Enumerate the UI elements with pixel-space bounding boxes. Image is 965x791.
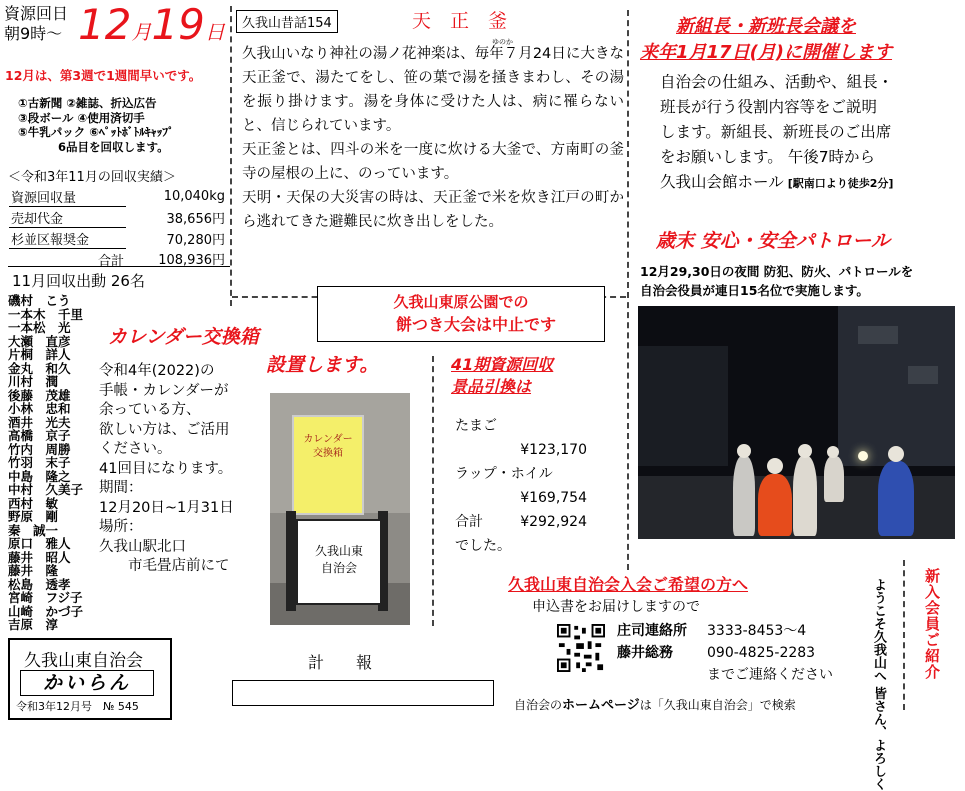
calendar-body [99,362,269,577]
org-name: 久我山東自治会 [24,651,143,671]
results-value: 10,040kg [163,188,225,204]
newsletter-name-frame [20,670,154,696]
patrol-photo [638,306,955,539]
volunteer-name: 一本木 千里 [8,306,84,322]
website-note-pre: 自治会の [514,698,563,712]
mochi-notice [317,286,605,342]
meeting-line: します。新組長、新班長のご出席 [660,123,892,141]
volunteer-name: 酒井 光夫 [8,414,71,430]
volunteer-name: 中村 久美子 [8,482,84,497]
results-row [9,186,227,207]
photo-window [858,326,898,344]
calendar-line: 手帳・カレンダーが [99,382,229,399]
story-ruby: ゆのか [492,38,513,46]
collection-day-line1: 資源回日 [4,4,69,23]
results-table [9,186,227,269]
photo-person-head [737,444,751,458]
volunteer-name: 山崎 かづ子 [8,603,84,619]
volunteer-name: 片桐 詳人 [8,347,71,362]
mochi-line2: 餅つき大会は中止です [395,315,556,334]
collection-day-label [4,4,68,44]
results-value: 70,280円 [166,232,225,248]
prize-list [455,414,605,558]
contact-label: 藤井総務 [617,645,673,661]
calendar-line: 41回目になります。 [99,460,233,477]
contact-row [617,620,833,642]
volunteer-name: 磯村 こう [8,293,71,308]
results-label: 合計 [98,253,125,269]
items-row: ①古新聞 ②雑誌、折込広告 [18,96,157,110]
photo-person-head [798,444,812,458]
website-note-post: は「久我山東自治会」で検索 [639,698,796,712]
volunteer-name: 野原 剛 [8,509,59,524]
prize-value: ¥292,924 [520,514,587,530]
volunteer-name: 吉原 淳 [8,617,59,632]
prize-label: 合計 [455,514,483,530]
story-paragraph: 久我山いなり神社の湯ノ花神楽は、毎年７月24日に大きな天正釜で、湯たてをし、笹の葉で湯を掻きまわし、その湯を振り掛けます。湯を身体に受けた人は、病に罹らないと、信じられています。 [242,46,624,134]
turnout-count: 11月回収出動 26名 [12,272,145,290]
join-line1: 申込書をお届けしますので [532,599,700,615]
issue-number: 令和3年12月号 № 545 [16,700,139,713]
results-divider [8,266,230,267]
photo-person [793,456,817,536]
calendar-line: 市毛畳店前にて [99,558,230,574]
prize-total-row [455,510,605,534]
date-day-unit: 日 [204,20,225,44]
exchange-box [296,519,382,605]
meeting-title-line1: 新組長・新班長会議を [676,16,856,37]
contact-row [617,642,833,664]
story-paragraph: 天明・天保の大災害の時は、天正釜で米を炊き江戸の町から逃れてきた避難民に炊き出しをした。 [242,190,624,230]
patrol-title: 歳末 安心・安全パトロール [656,230,890,252]
calendar-line: 期間： [99,480,143,496]
volunteer-names [8,294,88,632]
volunteer-name: 金丸 和久 [8,360,71,376]
new-members-heading: 新入会員ご紹介 [923,568,941,680]
volunteer-name: 松島 透孝 [8,576,71,592]
photo-person [758,474,792,536]
items-row: ⑤牛乳パック ⑥ﾍﾟｯﾄﾎﾞﾄﾙｷｬｯﾌﾟ [18,125,174,139]
items-row: 6品目を回収します。 [58,139,169,154]
newsletter-title-box [8,638,172,720]
collection-items [18,96,174,154]
meeting-line: 班長が行う役割内容等をご説明 [660,98,878,116]
website-note-homepage: ホームページ [562,698,640,713]
photo-person [824,456,844,502]
join-contacts [617,620,833,686]
calendar-line: 欲しい方は、ご活用 [99,421,230,438]
results-label: 資源回収量 [9,186,126,207]
volunteer-name: 藤井 昭人 [8,549,71,565]
box-frame-left [286,511,296,611]
date-month: 12 [78,0,132,49]
volunteer-name: 後藤 茂雄 [8,387,71,403]
meeting-line: をお願いします。 午後7時から [660,148,876,166]
story-label: 久我山昔話154 [236,10,338,33]
calendar-line: 場所： [99,519,143,535]
middle-column-divider [627,10,629,570]
results-value: 38,656円 [166,211,225,227]
photo-person-head [888,446,904,462]
qr-code-icon [557,624,605,672]
calendar-line: 余っている方、 [99,402,201,418]
results-row [9,207,227,228]
volunteer-name: 一本松 光 [8,320,71,335]
volunteer-name: 宮崎 フジ子 [8,590,83,605]
volunteer-name: 西村 敏 [8,495,59,511]
photo-person-head [767,458,783,474]
website-note [514,694,796,713]
newsletter-name: かいらん [42,672,131,694]
collection-day-line2: 朝9時〜 [4,24,63,43]
contact-label: 庄司連絡所 [617,623,687,639]
calendar-line: 令和4年(2022)の [99,363,215,379]
meeting-venue-name: 久我山会館ホール [660,173,784,191]
prize-label: ラップ・ホイル [455,466,553,482]
volunteer-name: 小林 忠和 [8,401,71,416]
meeting-title-line2: 来年1月17日(月)に開催します [640,42,893,63]
early-notice: 12月は、第3週で1週間早いです。 [5,68,202,83]
prize-value: ¥169,754 [520,490,587,506]
contact-phone: 090-4825-2283 [707,645,816,661]
items-row: ③段ボール ④使用済切手 [18,110,145,125]
join-title: 久我山東自治会入会ご希望の方へ [508,575,749,594]
results-row [9,228,227,249]
meeting-line: 自治会の仕組み、活動や、組長・ [660,73,894,91]
volunteer-name: 高橋 京子 [8,428,71,443]
join-line2: までご連絡ください [707,667,833,683]
photo-person [878,461,914,536]
welcome-line1: ようこそ久我山へ [871,578,886,682]
contact-phone: 3333-8453〜4 [707,623,807,639]
prize-title-line1: 41期資源回収 [451,355,554,374]
volunteer-name: 原口 雅人 [8,536,71,551]
date-month-unit: 月 [131,20,152,44]
volunteer-name: 大瀬 直彦 [8,333,71,349]
obituary-title: 計 報 [308,653,373,672]
volunteer-name: 藤井 隆 [8,563,59,578]
calendar-line: 久我山駅北口 [99,538,186,555]
calendar-line: ください。 [99,441,172,457]
volunteer-name: 竹内 周勝 [8,441,71,457]
calendar-subtitle: 設置します。 [266,354,379,376]
prize-value: ¥123,170 [520,442,587,458]
date-day: 19 [151,0,205,49]
welcome-message [868,578,888,791]
volunteer-name: 秦 誠一 [8,522,59,538]
story-paragraph: 天正釜とは、四斗の米を一度に炊ける大釜で、方南町の釜寺の屋根の上に、のっています。 [242,142,624,182]
story-body [242,42,624,234]
meeting-venue [660,170,960,196]
prize-end: でした。 [455,538,511,554]
welcome-line2: 皆さん、よろしく [871,686,886,791]
results-label: 杉並区報奨金 [9,228,126,249]
calendar-divider [432,356,434,626]
photo-window [908,366,938,384]
exchange-box-label: 久我山東 自治会 [314,544,363,575]
patrol-body [640,262,913,300]
flashlight-glow [858,451,868,461]
left-column-divider [230,6,232,306]
meeting-title [640,14,892,66]
volunteer-name: 竹羽 末子 [8,455,71,470]
photo-trees [638,346,728,466]
meeting-venue-note: [駅南口より徒歩2分] [787,177,894,190]
prize-title-line2: 景品引換は [451,377,532,396]
photo-person-head [827,446,839,458]
results-value: 108,936円 [158,253,225,269]
story-title: 天 正 釜 [412,10,508,32]
prize-label: たまご [455,418,497,434]
calendar-sign-text: カレンダー 交換箱 [303,434,353,459]
patrol-line: 12月29,30日の夜間 防犯、防火、パトロールを [640,264,914,279]
obituary-box [232,680,494,706]
join-divider [903,560,905,710]
meeting-body [660,70,960,196]
mochi-line1: 久我山東原公園での [393,293,529,311]
collection-date [78,0,225,49]
results-title: ＜令和3年11月の回収実績＞ [8,170,176,185]
calendar-title: カレンダー交換箱 [108,326,259,348]
results-label: 売却代金 [9,207,126,228]
calendar-box-photo [270,393,410,625]
patrol-line: 自治会役員が連日15名位で実施します。 [640,283,869,298]
photo-person [733,456,755,536]
volunteer-name: 中島 隆之 [8,468,71,484]
calendar-line: 12月20日~1月31日 [99,499,234,516]
volunteer-name: 川村 潤 [8,374,59,389]
calendar-sign [292,415,364,515]
prize-title [451,354,553,398]
